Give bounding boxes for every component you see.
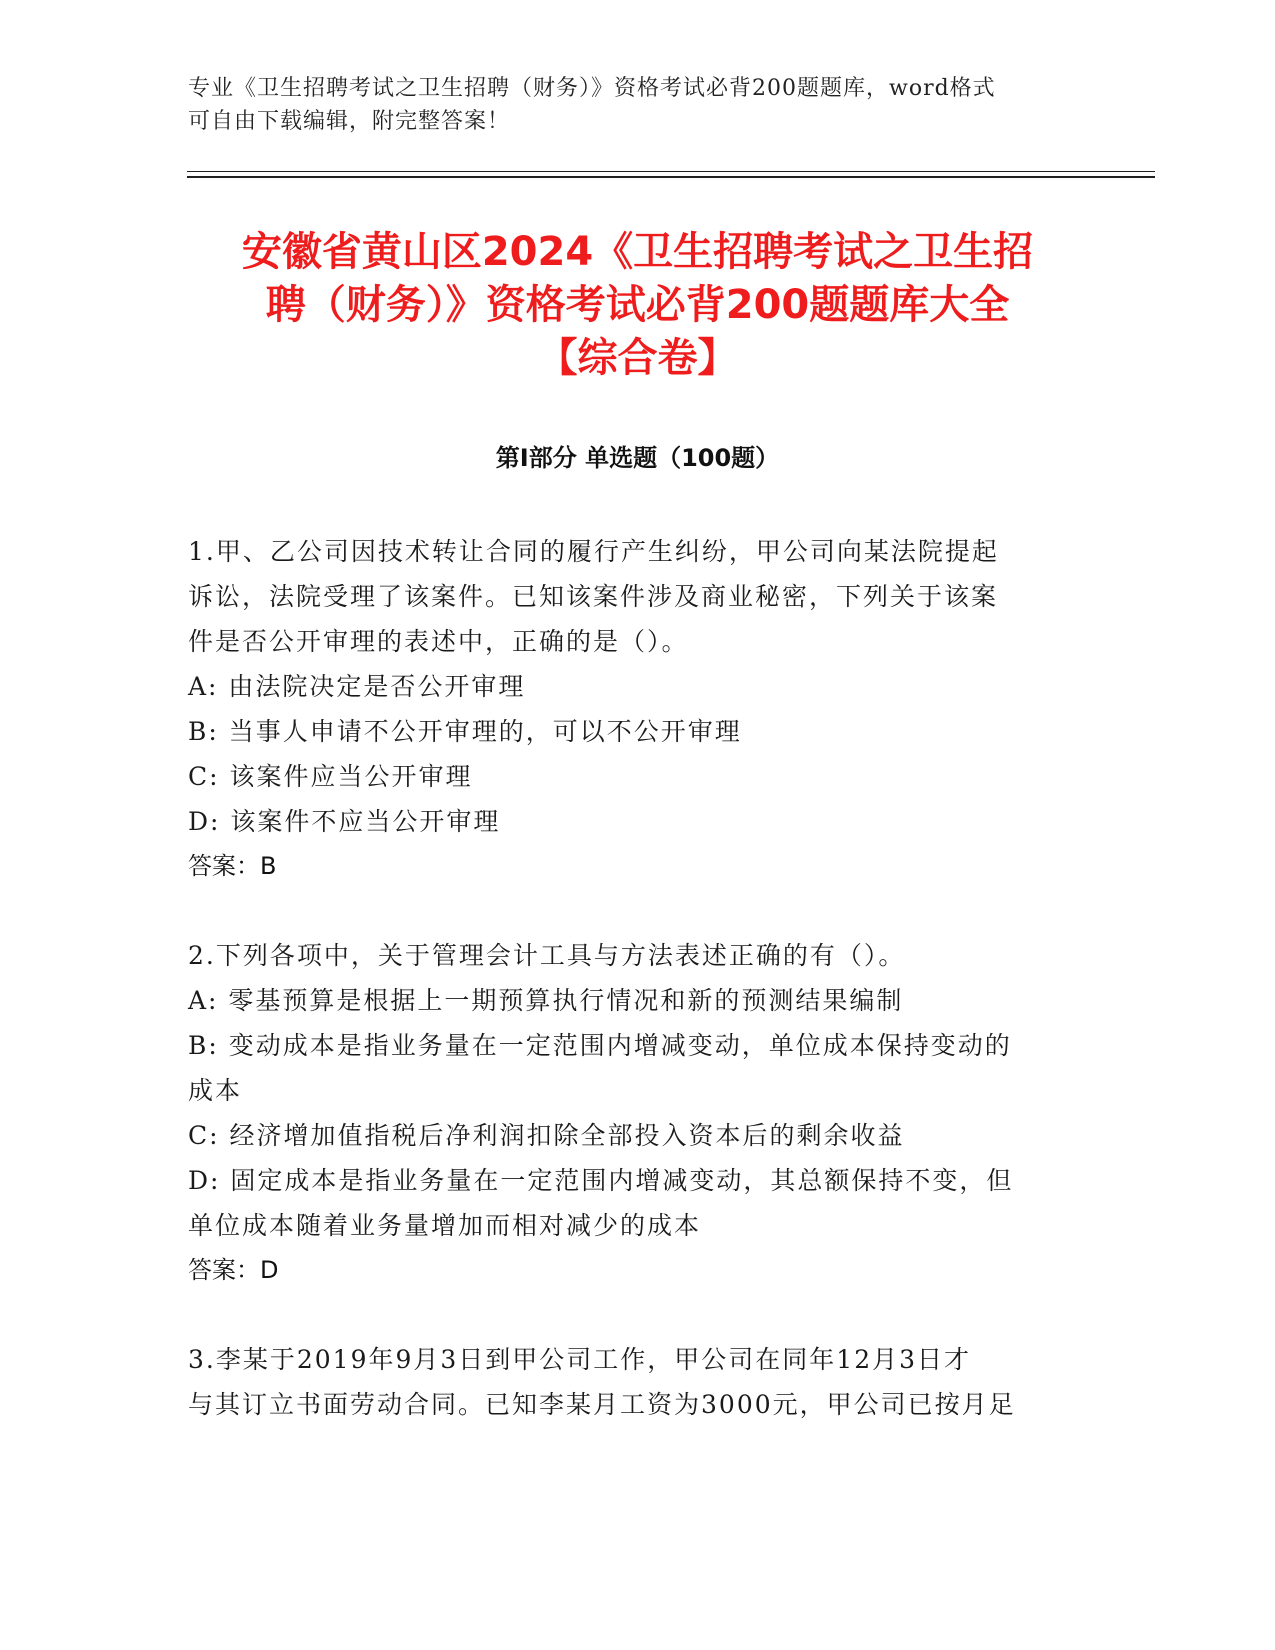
question-1	[188, 529, 1068, 889]
question-3	[188, 1337, 1068, 1427]
title-line-1: 安徽省黄山区2024《卫生招聘考试之卫生招	[241, 229, 1034, 275]
option-line: C: 经济增加值指税后净利润扣除全部投入资本后的剩余收益	[188, 1121, 905, 1150]
option-line: B: 当事人申请不公开审理的，可以不公开审理	[188, 717, 742, 746]
header-divider-thick	[187, 176, 1155, 178]
title-line-3: 【综合卷】	[537, 335, 738, 381]
question-stem-line: 2.下列各项中，关于管理会计工具与方法表述正确的有（）。	[188, 941, 906, 970]
question-stem-line: 件是否公开审理的表述中，正确的是（）。	[188, 627, 689, 656]
question-2	[188, 933, 1068, 1293]
header-note	[188, 72, 1068, 138]
header-divider-thin	[187, 171, 1155, 172]
question-stem-line: 1.甲、乙公司因技术转让合同的履行产生纠纷，甲公司向某法院提起	[188, 537, 999, 566]
header-note-line-1: 专业《卫生招聘考试之卫生招聘（财务）》资格考试必背200题题库，word格式	[188, 76, 996, 101]
option-line: C: 该案件应当公开审理	[188, 762, 473, 791]
option-line: B: 变动成本是指业务量在一定范围内增减变动，单位成本保持变动的	[188, 1031, 1012, 1060]
option-line: 成本	[188, 1076, 243, 1105]
option-line: A: 零基预算是根据上一期预算执行情况和新的预测结果编制	[188, 986, 904, 1015]
document-title	[180, 226, 1095, 385]
section-title: 第I部分 单选题（100题）	[495, 444, 780, 472]
option-line: 单位成本随着业务量增加而相对减少的成本	[188, 1211, 702, 1240]
question-stem-line: 3.李某于2019年9月3日到甲公司工作，甲公司在同年12月3日才	[188, 1345, 972, 1374]
question-stem-line: 与其订立书面劳动合同。已知李某月工资为3000元，甲公司已按月足	[188, 1390, 1016, 1419]
question-list	[188, 529, 1068, 1471]
answer-line: 答案：B	[188, 852, 277, 880]
answer-line: 答案：D	[188, 1256, 279, 1284]
option-line: D: 该案件不应当公开审理	[188, 807, 501, 836]
option-line: D: 固定成本是指业务量在一定范围内增减变动，其总额保持不变，但	[188, 1166, 1014, 1195]
question-stem-line: 诉讼，法院受理了该案件。已知该案件涉及商业秘密，下列关于该案	[188, 582, 999, 611]
title-line-2: 聘（财务）》资格考试必背200题题库大全	[265, 282, 1010, 328]
header-note-line-2: 可自由下载编辑，附完整答案！	[188, 109, 511, 134]
option-line: A: 由法院决定是否公开审理	[188, 672, 526, 701]
